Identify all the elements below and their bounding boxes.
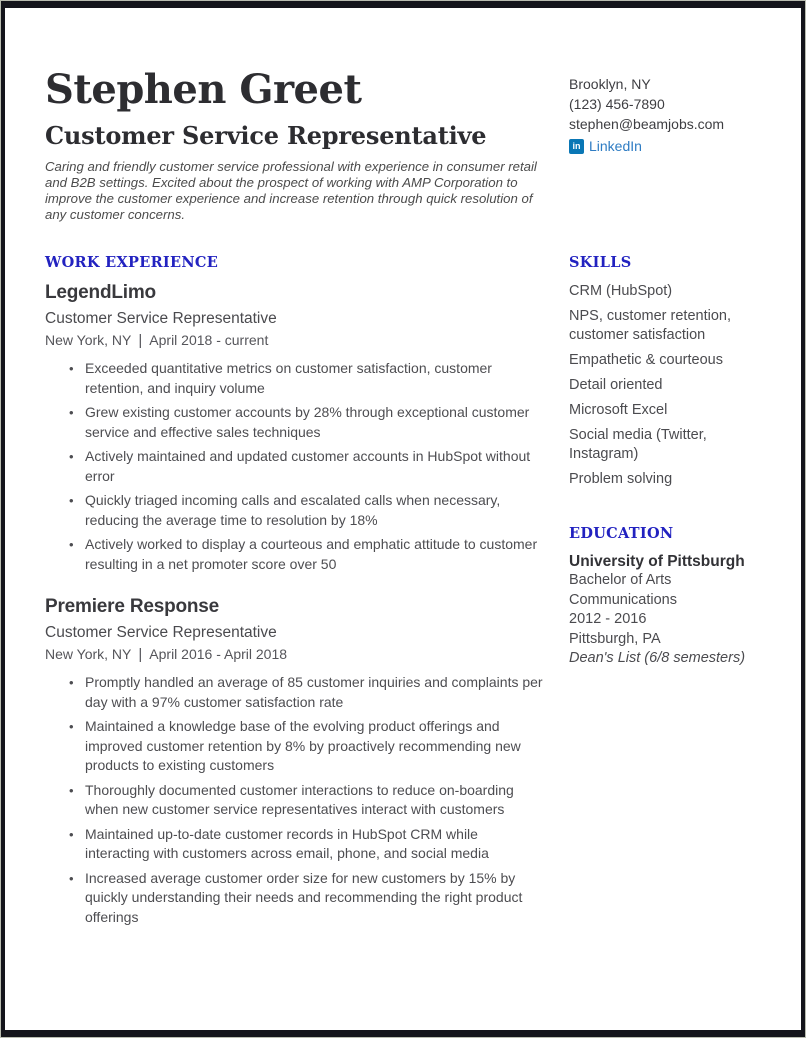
honors: Dean's List (6/8 semesters)	[569, 650, 746, 667]
page-content	[5, 8, 801, 1030]
education-location: Pittsburgh, PA	[569, 630, 661, 647]
skill-item: Empathetic & courteous	[569, 352, 723, 369]
major: Communications	[569, 591, 677, 608]
page-frame	[1, 1, 805, 1037]
contact-email: stephen@beamjobs.com	[569, 116, 725, 132]
job-title: Customer Service Representative	[45, 310, 277, 328]
education-heading: EDUCATION	[569, 525, 674, 543]
contact-location: Brooklyn, NY	[569, 76, 651, 92]
bullet-item: • Quickly triaged incoming calls and escalated calls when necessary, reducing the average time to resolution by 18%	[45, 491, 543, 530]
bullet-item: • Thoroughly documented customer interactions to reduce on-boarding when new customer service representatives interact with customers	[45, 781, 543, 820]
job-meta	[45, 646, 543, 663]
job-dates: April 2016 - April 2018	[149, 646, 288, 663]
linkedin-link[interactable]: LinkedIn	[589, 138, 642, 154]
bullet-item: • Promptly handled an average of 85 customer inquiries and complaints per day with a 97% customer satisfaction rate	[45, 673, 543, 712]
school-name: University of Pittsburgh	[569, 553, 745, 571]
company-name: LegendLimo	[45, 282, 156, 304]
degree: Bachelor of Arts	[569, 572, 672, 589]
job-entry	[45, 596, 543, 927]
bullet-item: • Grew existing customer accounts by 28% through exceptional customer service and effective sales techniques	[45, 403, 543, 442]
linkedin-icon: in	[569, 139, 584, 154]
summary-paragraph: Caring and friendly customer service professional with experience in consumer retail and B2B settings. Excited about the prospect of working with AMP Corporation to improve the customer experience and increase retention through quick resolution of any customer concerns.	[45, 159, 537, 222]
job-entry	[45, 282, 543, 574]
company-name: Premiere Response	[45, 596, 220, 618]
work-experience-heading: WORK EXPERIENCE	[45, 254, 219, 272]
skill-item: Problem solving	[569, 471, 673, 488]
skill-item: Microsoft Excel	[569, 402, 668, 419]
contact-block	[569, 68, 765, 222]
skill-item: CRM (HubSpot)	[569, 283, 673, 300]
bullet-item: • Maintained a knowledge base of the evolving product offerings and improved customer retention by 8% by proactively recommending new products to existing customers	[45, 717, 543, 776]
work-experience-section	[45, 254, 543, 932]
skill-item: Detail oriented	[569, 377, 663, 394]
resume-title: Customer Service Representative	[45, 120, 487, 150]
skills-list	[569, 282, 765, 489]
meta-separator: |	[138, 646, 143, 664]
sidebar	[569, 254, 765, 932]
bullet-item: • Exceeded quantitative metrics on customer satisfaction, customer retention, and inquiry volume	[45, 359, 543, 398]
job-bullets	[45, 673, 543, 927]
education-dates: 2012 - 2016	[569, 611, 647, 628]
skill-item: Social media (Twitter, Instagram)	[569, 427, 707, 463]
job-location: New York, NY	[45, 332, 132, 349]
job-title: Customer Service Representative	[45, 624, 277, 642]
job-dates: April 2018 - current	[149, 332, 269, 349]
meta-separator: |	[138, 332, 143, 350]
linkedin-row	[569, 136, 765, 156]
bullet-item: • Maintained up-to-date customer records in HubSpot CRM while interacting with customers across email, phone, and social media	[45, 825, 543, 864]
job-meta	[45, 332, 543, 349]
job-bullets	[45, 359, 543, 574]
skill-item: NPS, customer retention, customer satisfaction	[569, 308, 731, 344]
identity-block	[45, 68, 543, 222]
contact-phone: (123) 456-7890	[569, 96, 665, 112]
candidate-name: Stephen Greet	[45, 66, 362, 113]
bullet-item: • Actively maintained and updated customer accounts in HubSpot without error	[45, 447, 543, 486]
skills-heading: SKILLS	[569, 254, 632, 272]
bullet-item: • Actively worked to display a courteous and emphatic attitude to customer resulting in a net promoter score over 50	[45, 535, 543, 574]
bullet-item: • Increased average customer order size for new customers by 15% by quickly understanding their needs and recommending the right product offerings	[45, 869, 543, 928]
job-location: New York, NY	[45, 646, 132, 663]
